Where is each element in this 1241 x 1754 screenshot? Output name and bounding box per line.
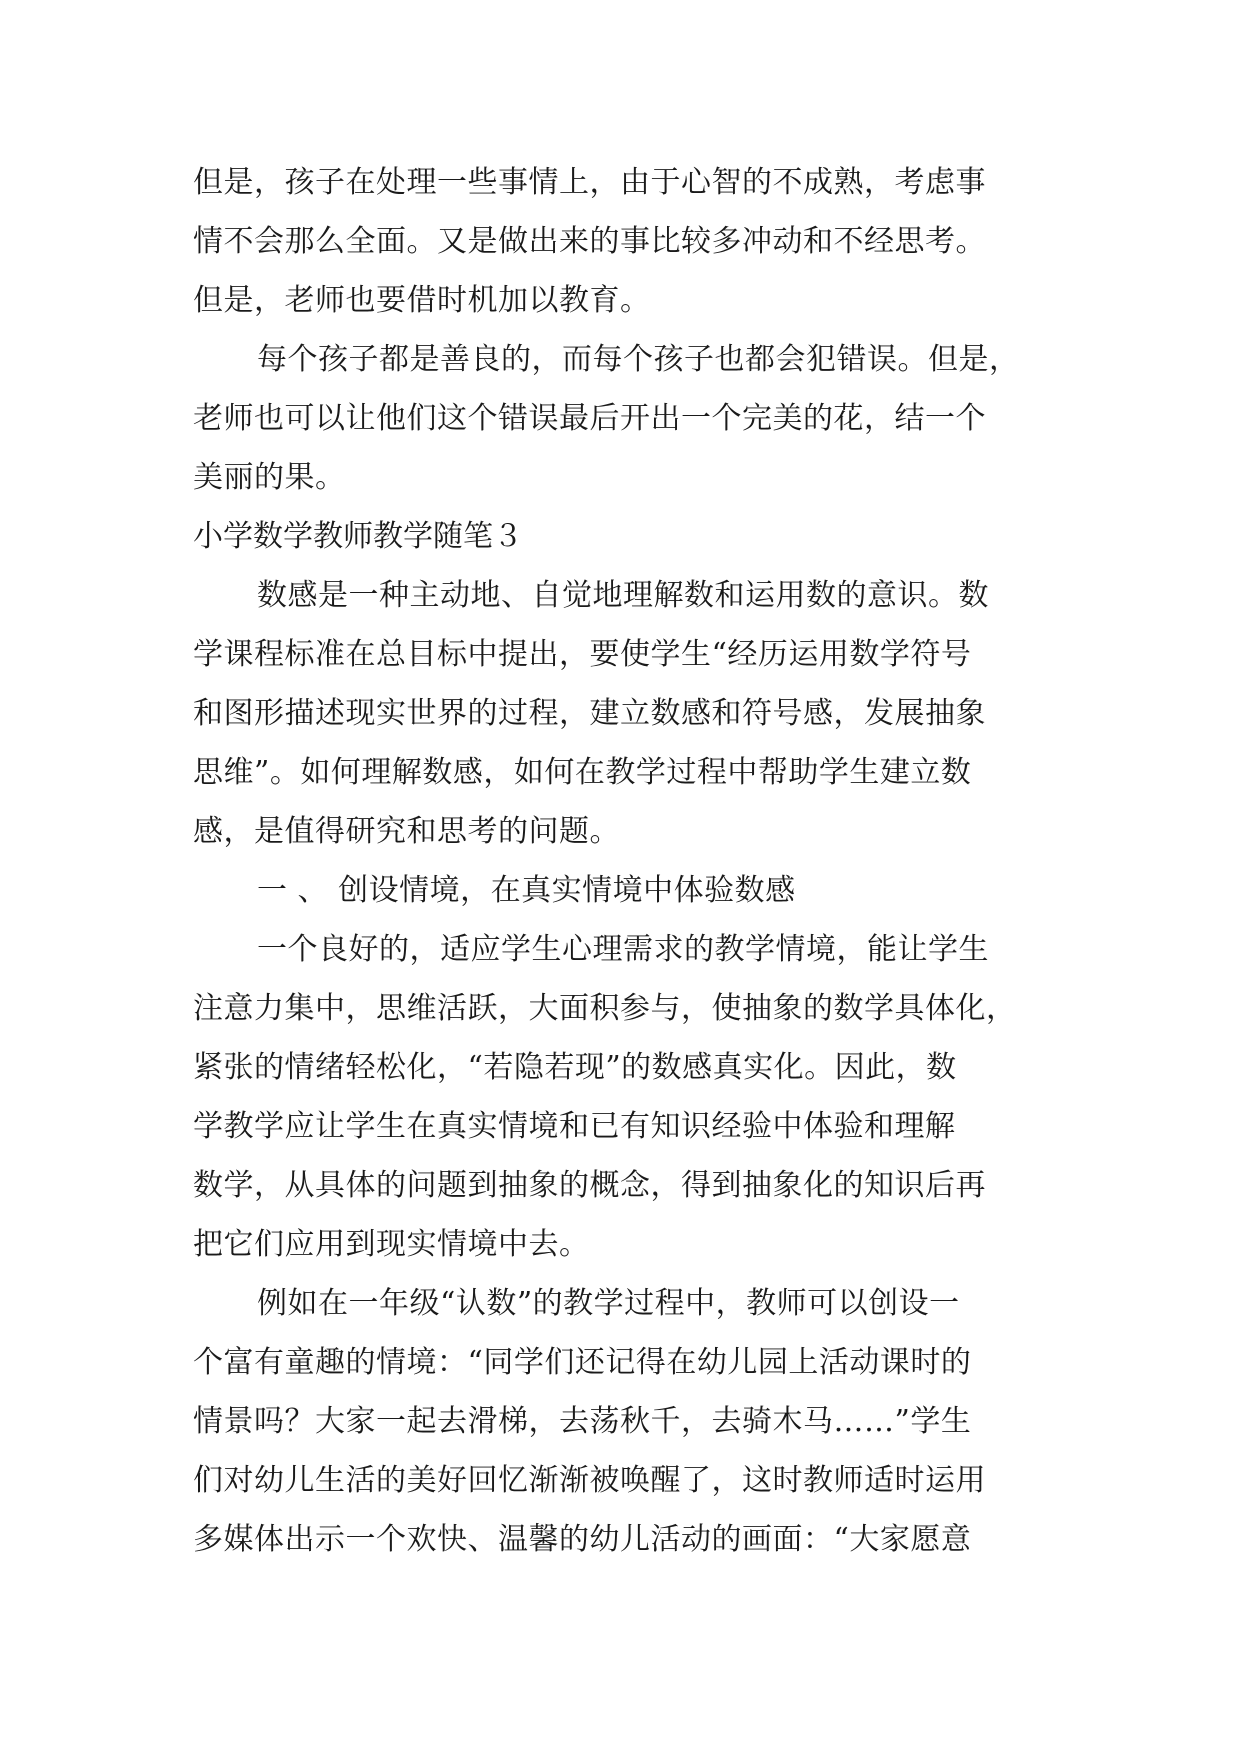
text-line: 学课程标准在总目标中提出，要使学生“经历运用数学符号	[193, 637, 972, 672]
document-body	[193, 153, 1053, 1569]
text-line: 紧张的情绪轻松化，“若隐若现”的数感真实化。因此，数	[193, 1050, 957, 1085]
text-line: 个富有童趣的情境：“同学们还记得在幼儿园上活动课时的	[193, 1345, 972, 1380]
text-line: 思维”。如何理解数感，如何在教学过程中帮助学生建立数	[193, 755, 972, 790]
text-line: 但是，孩子在处理一些事情上，由于心智的不成熟，考虑事	[193, 165, 986, 200]
text-line: 一 、 创设情境，在真实情境中体验数感	[257, 873, 796, 908]
text-line: 情景吗？大家一起去滑梯，去荡秋千，去骑木马……”学生	[193, 1404, 972, 1439]
text-line: 美丽的果。	[193, 460, 346, 495]
text-line: 数学，从具体的问题到抽象的概念，得到抽象化的知识后再	[193, 1168, 986, 1203]
text-line: 把它们应用到现实情境中去。	[193, 1227, 590, 1262]
text-line: 每个孩子都是善良的，而每个孩子也都会犯错误。但是，	[257, 342, 1020, 377]
text-line: 和图形描述现实世界的过程，建立数感和符号感，发展抽象	[193, 696, 986, 731]
text-line: 注意力集中，思维活跃，大面积参与，使抽象的数学具体化，	[193, 991, 1017, 1026]
text-line: 例如在一年级“认数”的教学过程中，教师可以创设一	[257, 1286, 960, 1321]
section-heading: 小学数学教师教学随笔３	[193, 519, 523, 554]
text-line: 数感是一种主动地、自觉地理解数和运用数的意识。数	[257, 578, 989, 613]
text-line: 老师也可以让他们这个错误最后开出一个完美的花，结一个	[193, 401, 986, 436]
text-line: 多媒体出示一个欢快、温馨的幼儿活动的画面：“大家愿意	[193, 1522, 972, 1557]
text-line: 但是，老师也要借时机加以教育。	[193, 283, 651, 318]
text-line: 感，是值得研究和思考的问题。	[193, 814, 620, 849]
text-line: 一个良好的，适应学生心理需求的教学情境，能让学生	[257, 932, 989, 967]
text-line: 情不会那么全面。又是做出来的事比较多冲动和不经思考。	[193, 224, 986, 259]
text-line: 们对幼儿生活的美好回忆渐渐被唤醒了，这时教师适时运用	[193, 1463, 986, 1498]
text-line: 学教学应让学生在真实情境和已有知识经验中体验和理解	[193, 1109, 956, 1144]
